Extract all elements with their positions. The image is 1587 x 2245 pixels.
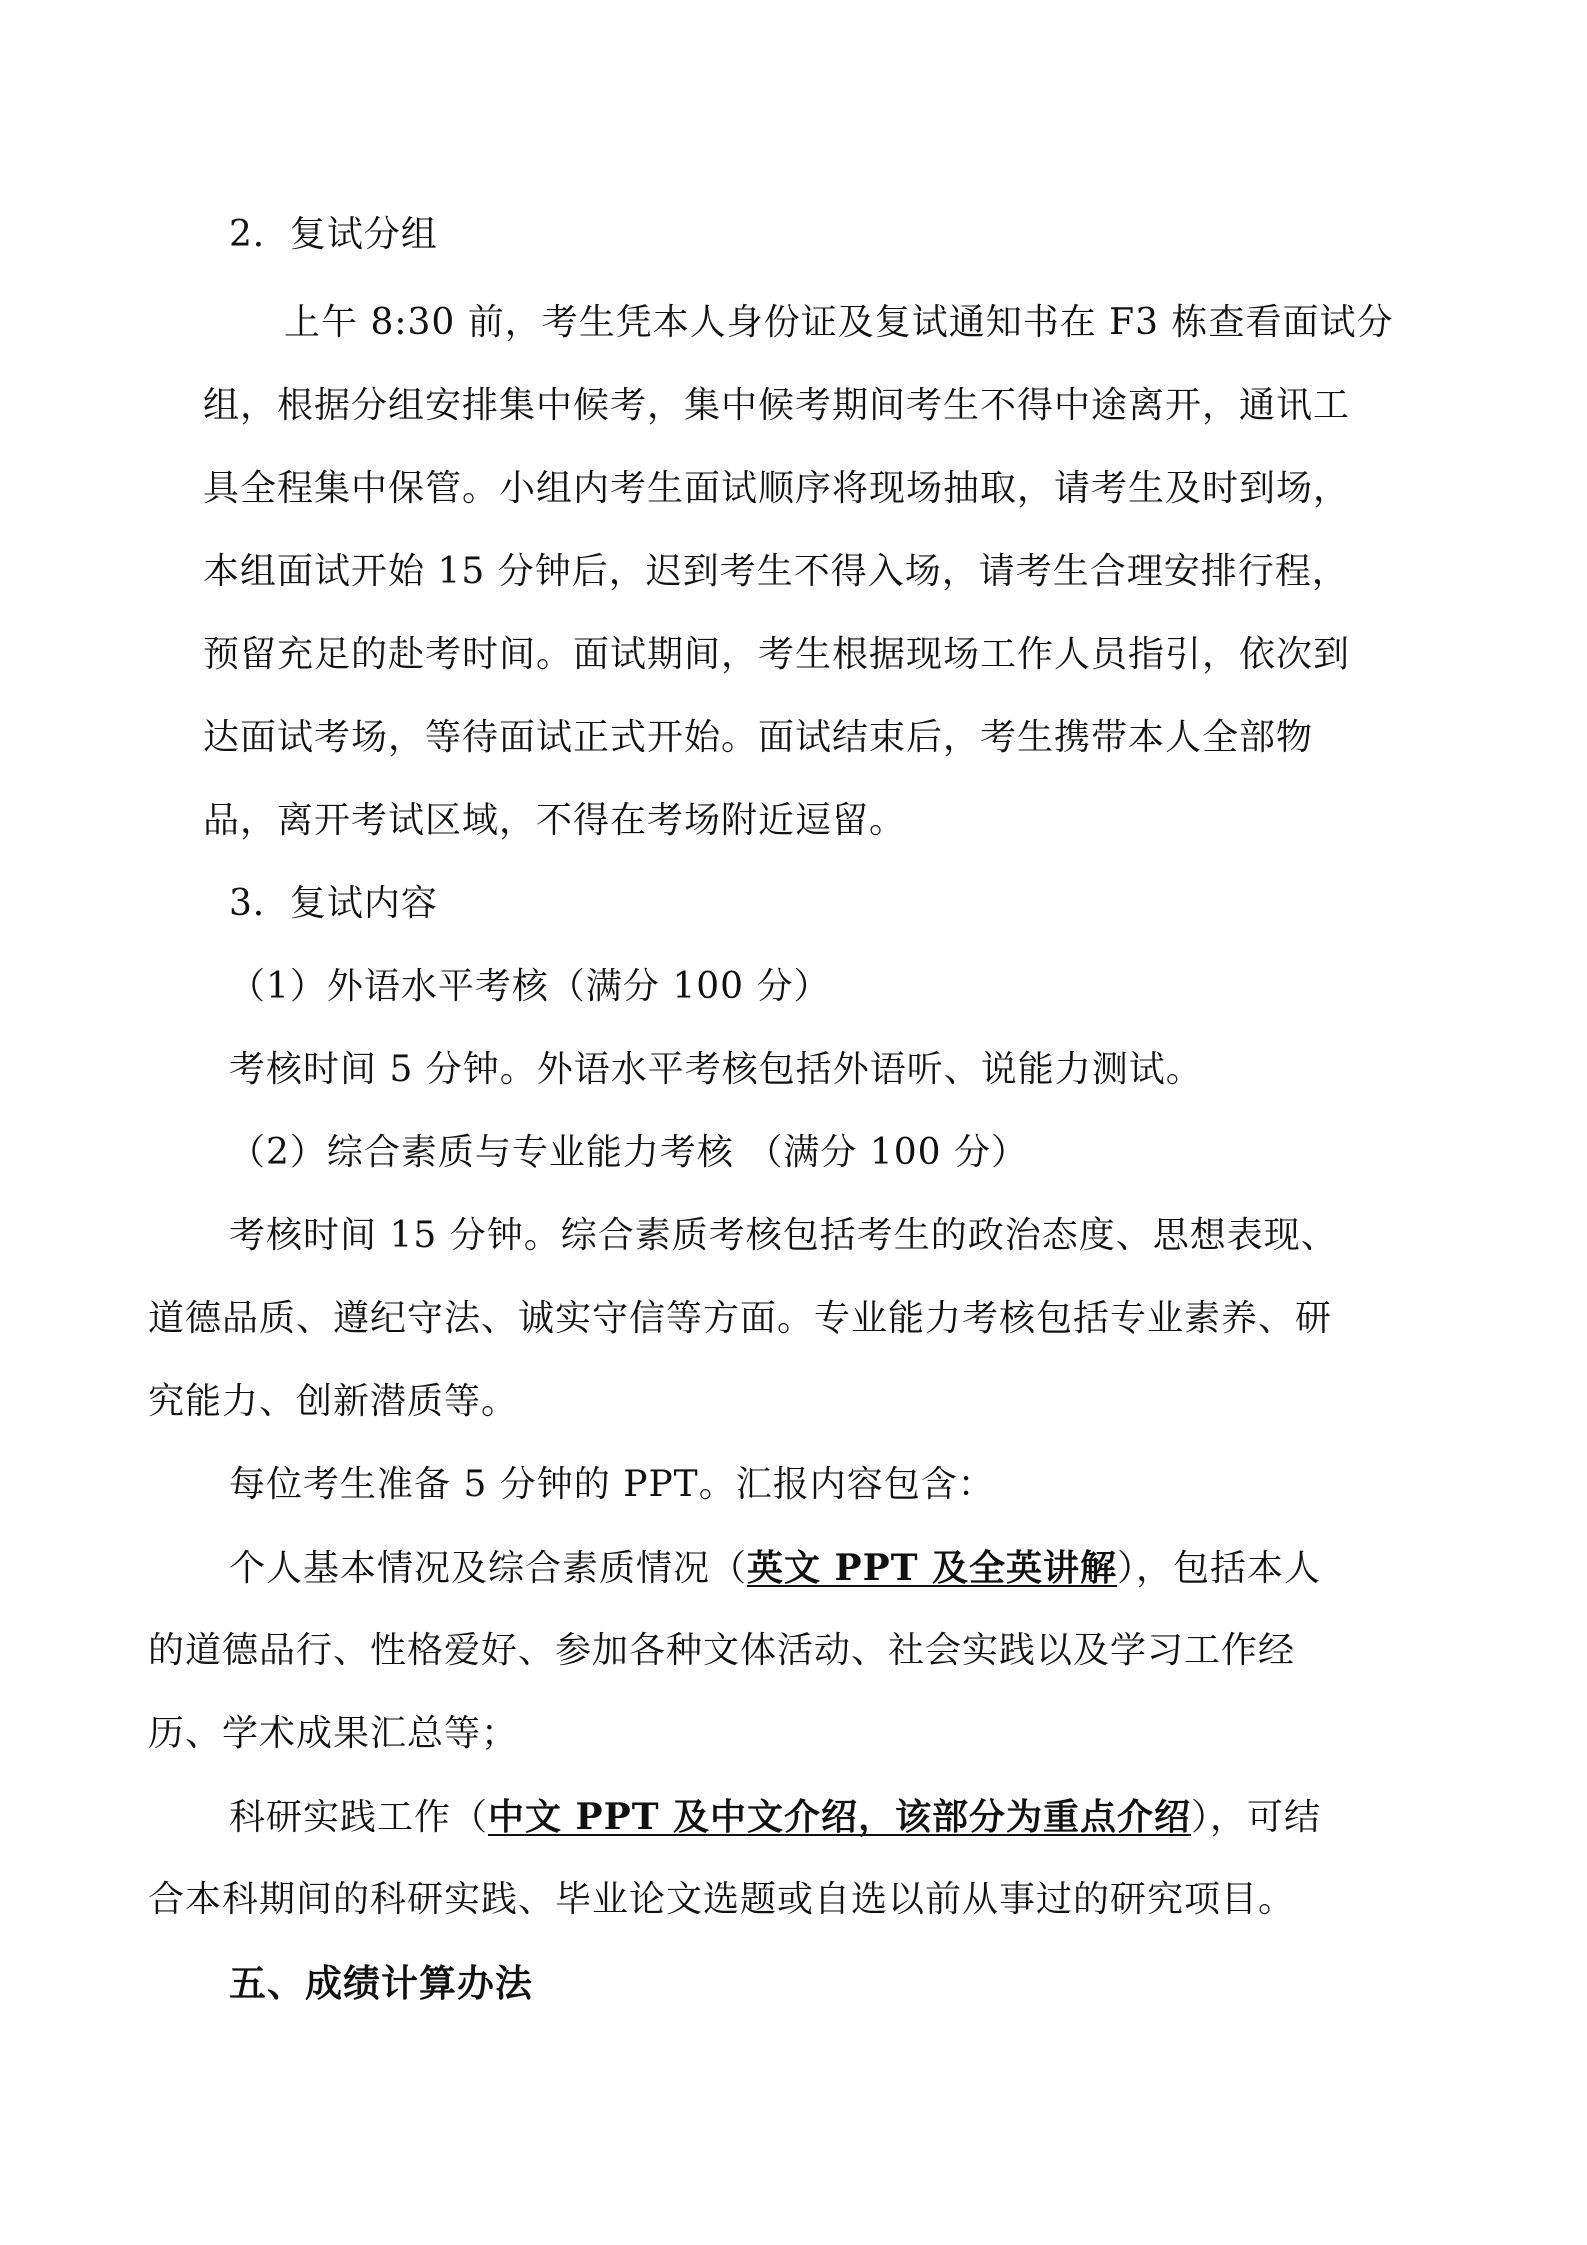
paragraph-line: 上午 8:30 前，考生凭本人身份证及复试通知书在 F3 栋查看面试分 bbox=[284, 302, 1394, 343]
item-1-text: 个人基本情况及综合素质情况（ bbox=[229, 1548, 748, 1589]
item-1-text: ），包括本人 bbox=[1117, 1548, 1322, 1589]
item-2-text: 科研实践工作（ bbox=[229, 1797, 489, 1838]
paragraph-line: 考核时间 15 分钟。综合素质考核包括考生的政治态度、思想表现、 bbox=[229, 1215, 1338, 1256]
paragraph-line: 品，离开考试区域，不得在考场附近逗留。 bbox=[203, 800, 907, 841]
paragraph-line: 的道德品行、性格爱好、参加各种文体活动、社会实践以及学习工作经 bbox=[148, 1630, 1296, 1671]
ppt-intro: 每位考生准备 5 分钟的 PPT。汇报内容包含： bbox=[229, 1464, 995, 1505]
section-2-heading: 2．复试分组 bbox=[229, 214, 438, 255]
paragraph-line: 合本科期间的科研实践、毕业论文选题或自选以前从事过的研究项目。 bbox=[148, 1879, 1296, 1920]
paragraph-line: 组，根据分组安排集中候考，集中候考期间考生不得中途离开，通讯工 bbox=[203, 385, 1351, 426]
section-3-heading: 3．复试内容 bbox=[229, 883, 438, 924]
paragraph-line: 预留充足的赴考时间。面试期间，考生根据现场工作人员指引，依次到 bbox=[203, 634, 1351, 675]
item-2-emphasis: 中文 PPT 及中文介绍，该部分为重点介绍 bbox=[488, 1796, 1192, 1838]
paragraph-line: 考核时间 5 分钟。外语水平考核包括外语听、说能力测试。 bbox=[229, 1049, 1203, 1090]
subsection-1-heading: （1）外语水平考核（满分 100 分） bbox=[229, 966, 831, 1007]
paragraph-line: 本组面试开始 15 分钟后，迟到考生不得入场，请考生合理安排行程， bbox=[203, 551, 1349, 592]
paragraph-line: 具全程集中保管。小组内考生面试顺序将现场抽取，请考生及时到场， bbox=[203, 468, 1351, 509]
paragraph-line: 历、学术成果汇总等； bbox=[148, 1713, 519, 1754]
paragraph-line: 达面试考场，等待面试正式开始。面试结束后，考生携带本人全部物 bbox=[203, 717, 1314, 758]
item-2-line bbox=[229, 1793, 1321, 1842]
item-1-line bbox=[229, 1544, 1321, 1593]
paragraph-line: 道德品质、遵纪守法、诚实守信等方面。专业能力考核包括专业素养、研 bbox=[148, 1298, 1333, 1339]
subsection-2-heading: （2）综合素质与专业能力考核 （满分 100 分） bbox=[229, 1132, 1028, 1173]
paragraph-line: 究能力、创新潜质等。 bbox=[148, 1381, 519, 1422]
item-1-emphasis: 英文 PPT 及全英讲解 bbox=[747, 1547, 1118, 1589]
section-5-heading: 五、成绩计算办法 bbox=[229, 1962, 533, 2005]
item-2-text: ），可结 bbox=[1191, 1797, 1322, 1838]
